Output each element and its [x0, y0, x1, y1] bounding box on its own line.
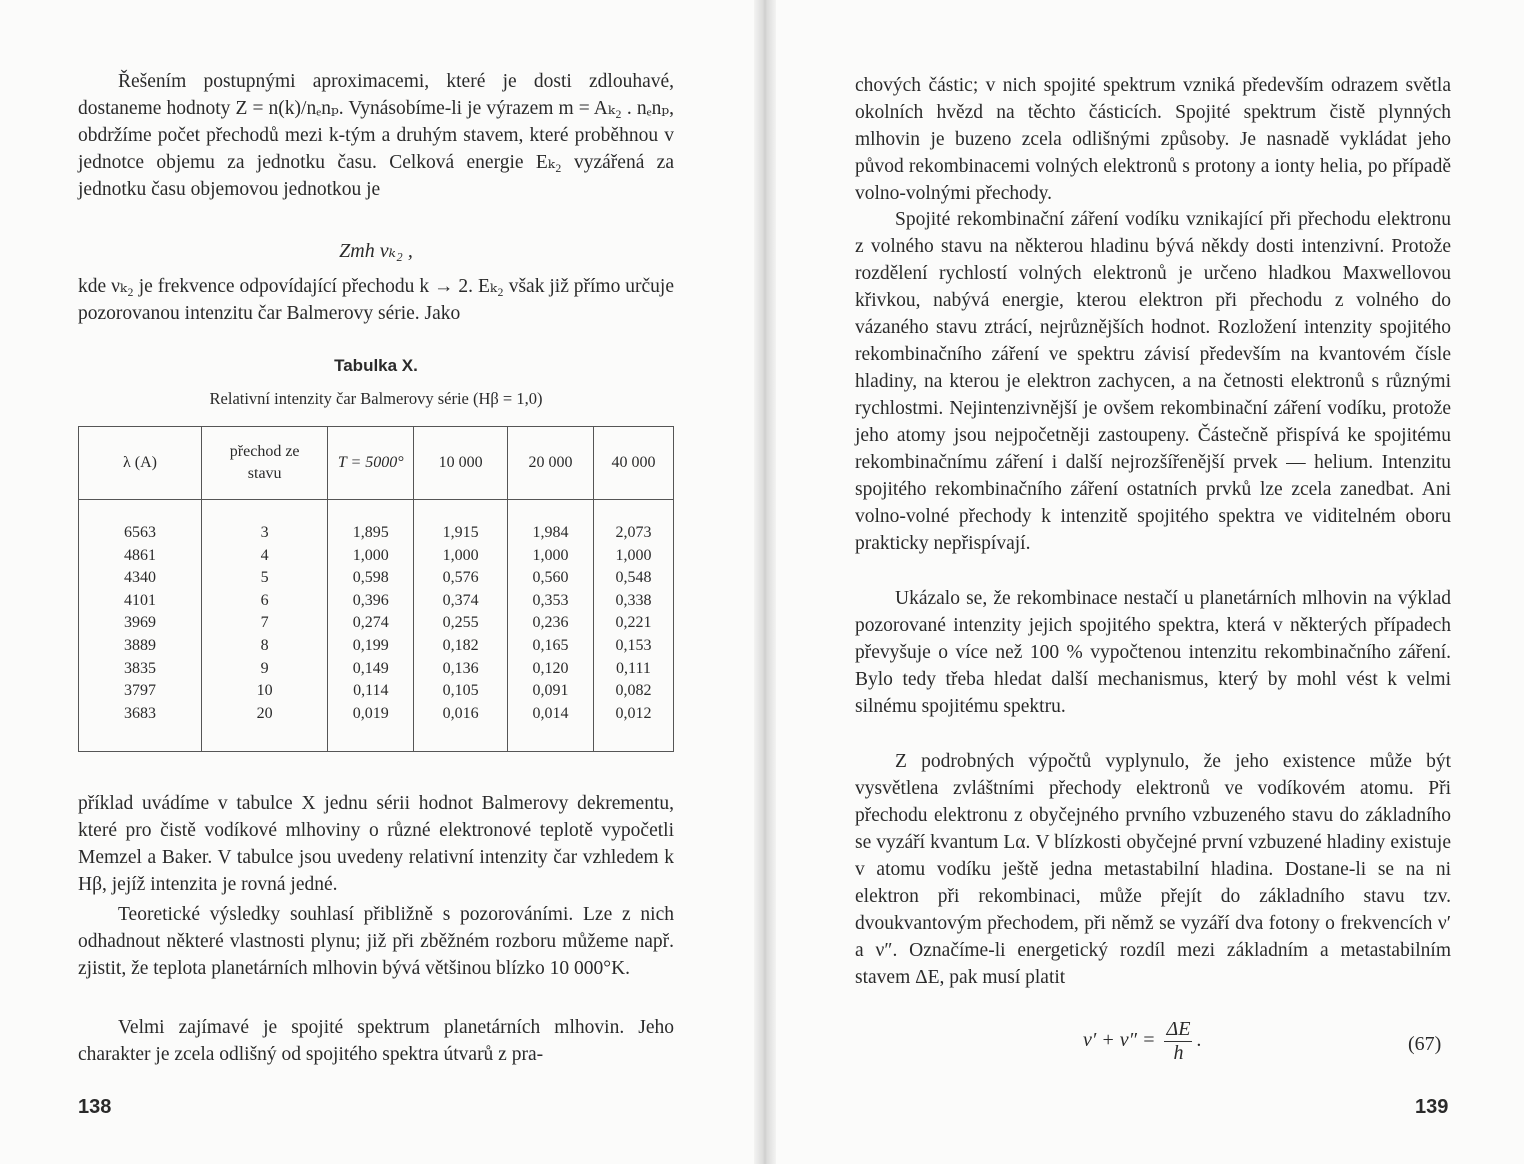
formula-fraction — [1164, 1018, 1192, 1065]
col-t20000 — [508, 500, 594, 752]
table-cell: 2,073 — [615, 524, 652, 541]
table-cell: 0,165 — [532, 636, 569, 654]
table-cell: 6563 — [123, 524, 156, 541]
table-cell: 3969 — [123, 614, 156, 632]
table-cell: 0,111 — [616, 659, 651, 677]
table-caption: Tabulka X. — [334, 356, 418, 375]
table-cell: 0,019 — [352, 704, 389, 722]
paragraph-5: Velmi zajímavé je spojité spektrum planetárních mlhovin. Jeho charakter je zcela odlišný od spojitého spektra útvarů z pra- — [78, 1017, 674, 1065]
table-cell: 0,221 — [615, 614, 652, 632]
table-cell: 0,012 — [615, 704, 652, 722]
table-cell: 7 — [260, 614, 269, 632]
table-cell: 1,895 — [352, 524, 389, 541]
table-cell: 0,149 — [352, 659, 389, 677]
header-t20000: 20 000 — [508, 427, 594, 500]
header-transition: přechod ze stavu — [201, 427, 327, 500]
table-cell: 1,000 — [615, 546, 652, 564]
col-t40000 — [593, 500, 673, 752]
table-cell: 0,182 — [442, 636, 479, 654]
table-cell: 0,105 — [442, 682, 479, 700]
header-t5000: T = 5000° — [328, 427, 414, 500]
table-cell: 0,560 — [532, 569, 569, 587]
table-cell: 4340 — [123, 569, 156, 587]
table-cell: 0,353 — [532, 591, 569, 609]
paragraph-1: chových částic; v nich spojité spektrum vzniká především odrazem světla okolních hvězd na těchto částicích. Spojité spektrum čistě plynných mlhovin je buzeno zcela odlišnými způsoby. Je nasnadě vykládat jeho původ rekombinacemi volných elektronů s protony a ionty helia, po případě volno-volnými přechody. — [855, 75, 1451, 204]
table-cell: 0,576 — [442, 569, 479, 587]
table-cell: 10 — [256, 682, 273, 700]
table-cell: 0,548 — [615, 569, 652, 587]
table-cell: 0,199 — [352, 636, 389, 654]
table-cell: 0,120 — [532, 659, 569, 677]
table-cell: 3683 — [123, 704, 156, 722]
right-page — [768, 0, 1524, 1164]
table-cell: 1,984 — [532, 524, 569, 541]
paragraph-4: Teoretické výsledky souhlasí přibližně s pozorováními. Lze z nich odhadnout některé vlastnosti plynu; již při zběžném rozboru můžeme např. zjistit, že teplota planetárních mlhovin bývá většinou blízko 10 000°K. — [78, 904, 674, 979]
table-cell: 0,091 — [532, 682, 569, 700]
table-cell: 4 — [260, 546, 269, 564]
table-cell: 0,136 — [442, 659, 479, 677]
table-cell: 4101 — [123, 591, 156, 609]
table-cell: 0,153 — [615, 636, 652, 654]
table-cell: 3 — [260, 524, 269, 541]
paragraph-3: příklad uvádíme v tabulce X jednu sérii hodnot Balmerovy dekrementu, které pro čistě vodíkové mlhoviny o různé elektronové teplotě vypočetli Memzel a Baker. V tabulce jsou uvedeny relativní intenzity čar vzhledem k Hβ, jejíž intenzita je rovná jedné. — [78, 793, 674, 895]
equation-number: (67) — [1408, 1033, 1442, 1055]
paragraph-2: kde νₖ₂ je frekvence odpovídající přechodu k → 2. Eₖ₂ však již přímo určuje pozorovanou intenzitu čar Balmerovy série. Jako — [78, 276, 674, 324]
table-cell: 1,000 — [352, 546, 389, 564]
table-cell: 1,915 — [442, 524, 479, 541]
table-cell: 0,082 — [615, 682, 652, 700]
formula-lhs: ν′ + ν″ = — [1083, 1029, 1156, 1052]
table-cell: 0,255 — [442, 614, 479, 632]
formula-67 — [1083, 1018, 1201, 1065]
left-page — [0, 0, 760, 1164]
table-cell: 0,014 — [532, 704, 569, 722]
table-cell: 3797 — [123, 682, 156, 700]
table-header-row — [79, 427, 674, 500]
table-cell: 3835 — [123, 659, 156, 677]
header-t40000: 40 000 — [593, 427, 673, 500]
table-cell: 0,396 — [352, 591, 389, 609]
paragraph-2: Spojité rekombinační záření vodíku vznikající při přechodu elektronu z volného stavu na některou hladinu bývá někdy dosti intenzivní. Protože rozdělení rychlostí volných elektronů je určeno hladkou Maxwellovou křivkou, nabývá energie, kterou elektron při přechodu z volného do vázaného stavu ztrácí, nejrůznějších hodnot. Rozložení intenzity spojitého rekombinačního záření ve spektru závisí především na kvantovém čísle hladiny, na kterou je elektron zachycen, a na četnosti elektronů s různými rychlostmi. Nejintenzivnější je ovšem rekombinační záření vodíku, protože jeho atomy jsou nejpočetněji zastoupeny. Částečně přispívá ke spojitému rekombinačnímu záření i další nejrozšířenější prvek — helium. Intenzitu spojitého rekombinačního záření ostatních prvků lze zcela zanedbat. Ani volno-volné přechody k intenzitě spojitého spektra ve viditelném oboru prakticky nepřispívají. — [855, 209, 1451, 554]
table-cell: 0,236 — [532, 614, 569, 632]
table-cell: 20 — [256, 704, 273, 722]
table-body-row — [79, 500, 674, 752]
col-t5000 — [328, 500, 414, 752]
page-number-right: 139 — [1415, 1096, 1449, 1118]
table-cell: 3889 — [123, 636, 156, 654]
balmer-intensity-table — [78, 426, 674, 752]
table-cell: 6 — [260, 591, 269, 609]
header-wavelength: λ (A) — [79, 427, 202, 500]
formula-numerator: ΔE — [1166, 1018, 1191, 1040]
table-cell: 0,114 — [353, 682, 389, 700]
paragraph-1: Řešením postupnými aproximacemi, které je dosti zdlouhavé, dostaneme hodnoty Z = n(k)/nₑnₚ. Vynásobíme-li je výrazem m = Aₖ₂ . nₑnₚ, obdržíme počet přechodů mezi k-tým a druhým stavem, které proběhnou v jednotce objemu za jednotku času. Celková energie Eₖ₂ vyzářená za jednotku času objemovou jednotkou je — [78, 71, 674, 200]
table-cell: 0,338 — [615, 591, 652, 609]
table-cell: 0,598 — [352, 569, 389, 587]
col-transition — [201, 500, 327, 752]
col-t10000 — [414, 500, 508, 752]
paragraph-3: Ukázalo se, že rekombinace nestačí u planetárních mlhovin na výklad pozorované intenzity jejich spojitého spektra, která v některých případech převyšuje o více než 100 % vypočtenou intenzitu rekombinačního záření. Bylo tedy třeba hledat další mechanismus, který by mohl vést k velmi silnému spojitému spektru. — [855, 588, 1451, 717]
formula-denominator: h — [1173, 1042, 1184, 1064]
table-cell: 0,374 — [442, 591, 479, 609]
paragraph-4: Z podrobných výpočtů vyplynulo, že jeho existence může být vysvětlena zvláštními přechody elektronů ve vodíkovém atomu. Při přechodu elektronu z obyčejného prvního vzbuzeného stavu do základního se vyzáří kvantum Lα. V blízkosti obyčejné první vzbuzené hladiny existuje v atomu vodíku ještě jedna metastabilní hladina. Dostane-li se na ni elektron při rekombinaci, může přejít do základního stavu tzv. dvoukvantovým přechodem, při němž se vyzáří dva fotony o frekvencích ν′ a ν″. Označíme-li energetický rozdíl mezi základním a metastabilním stavem ΔE, pak musí platit — [855, 751, 1451, 988]
formula-zmh: Zmh νₖ₂ , — [339, 240, 413, 262]
header-t10000: 10 000 — [414, 427, 508, 500]
table-cell: 0,274 — [352, 614, 389, 632]
page-number-left: 138 — [78, 1096, 112, 1118]
table-cell: 8 — [260, 636, 269, 654]
table-cell: 9 — [260, 659, 269, 677]
table-cell: 5 — [260, 569, 269, 587]
table-subcaption: Relativní intenzity čar Balmerovy série (Hβ = 1,0) — [209, 389, 543, 408]
table-cell: 0,016 — [442, 704, 479, 722]
table-cell: 4861 — [123, 546, 156, 564]
formula-period: . — [1196, 1029, 1202, 1052]
table-cell: 1,000 — [442, 546, 479, 564]
col-wavelength — [79, 500, 202, 752]
table-cell: 1,000 — [532, 546, 569, 564]
